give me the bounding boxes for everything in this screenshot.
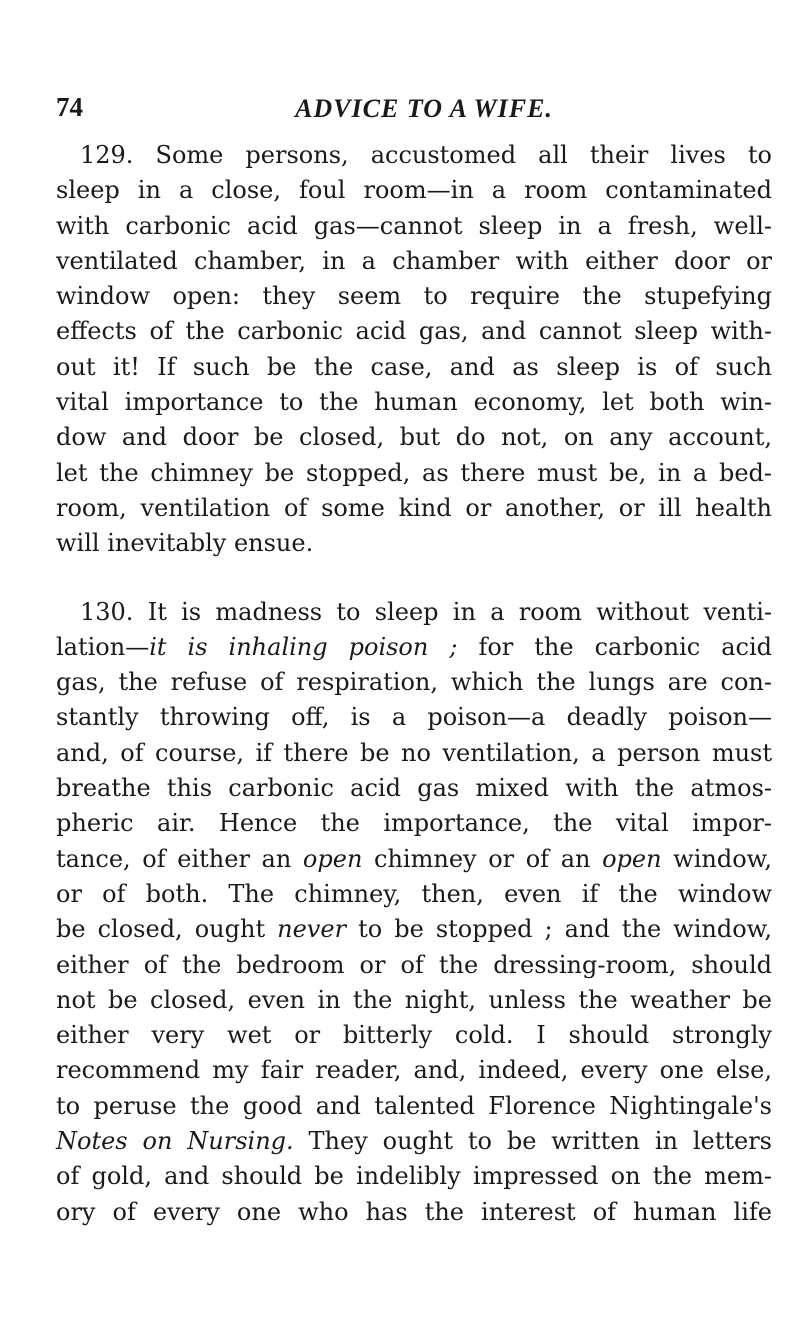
text-run: tance, of either an: [56, 844, 303, 873]
text-run: be closed, ought: [56, 915, 278, 944]
text-line: ory of every one who has the interest of human life: [56, 1197, 772, 1226]
text-line: with carbonic acid gas—cannot sleep in a fresh, well-: [56, 211, 772, 240]
text-run: They ought to be written in letters: [293, 1127, 772, 1156]
text-line: and, of course, if there be no ventilation, a person must: [56, 738, 772, 767]
text-line: out it! If such be the case, and as sleep is of such: [56, 352, 772, 381]
page-number: 74: [56, 92, 83, 122]
text-line: of gold, and should be indelibly impressed on the mem-: [56, 1162, 772, 1191]
text-run: window,: [661, 844, 772, 873]
text-line: effects of the carbonic acid gas, and cannot sleep with-: [56, 317, 772, 346]
text-line: vital importance to the human economy, let both win-: [56, 388, 772, 417]
paragraph-130: [56, 595, 772, 1230]
italic-run: open: [602, 844, 662, 873]
text-line: breathe this carbonic acid gas mixed with the atmos-: [56, 774, 772, 803]
running-head: [56, 88, 772, 138]
text-line: dow and door be closed, but do not, on any account,: [56, 423, 772, 452]
text-line: let the chimney be stopped, as there must be, in a bed-: [56, 458, 772, 487]
text-line: [56, 842, 772, 877]
text-line: not be closed, even in the night, unless the weather be: [56, 985, 772, 1014]
text-line: window open: they seem to require the stupefying: [56, 282, 772, 311]
text-line: ventilated chamber, in a chamber with either door or: [56, 246, 772, 275]
text-line: [56, 1124, 772, 1159]
text-line: 129. Some persons, accustomed all their lives to: [80, 141, 772, 169]
italic-run: it is inhaling poison ;: [149, 632, 458, 661]
text-line: sleep in a close, foul room—in a room contaminated: [56, 176, 772, 205]
text-line: room, ventilation of some kind or another, or ill health: [56, 493, 772, 522]
text-run: chimney or of an: [362, 844, 603, 873]
text-run: lation—: [56, 632, 150, 661]
book-page: [56, 88, 772, 1230]
text-line: to peruse the good and talented Florence Nightingale's: [56, 1091, 772, 1120]
text-line: [56, 630, 772, 665]
text-line: either of the bedroom or of the dressing-room, should: [56, 950, 772, 979]
text-line: either very wet or bitterly cold. I should strongly: [56, 1021, 772, 1050]
text-run: for the carbonic acid: [457, 632, 772, 661]
text-line: will inevitably ensue.: [56, 529, 314, 558]
text-line: or of both. The chimney, then, even if the window: [56, 879, 772, 908]
text-line: recommend my fair reader, and, indeed, every one else,: [56, 1056, 772, 1085]
italic-run: open: [302, 844, 363, 873]
paragraph-129: [56, 138, 772, 562]
text-line: gas, the refuse of respiration, which the lungs are con-: [56, 668, 772, 697]
italic-run: never: [277, 915, 347, 944]
text-line: pheric air. Hence the importance, the vital impor-: [56, 809, 772, 838]
text-line: [56, 912, 772, 947]
italic-run: Notes on Nursing.: [56, 1127, 294, 1156]
running-title: ADVICE TO A WIFE.: [295, 94, 553, 123]
text-line: stantly throwing off, is a poison—a deadly poison—: [56, 703, 772, 732]
text-line: 130. It is madness to sleep in a room without venti-: [80, 597, 772, 626]
text-run: to be stopped ; and the window,: [346, 915, 772, 944]
